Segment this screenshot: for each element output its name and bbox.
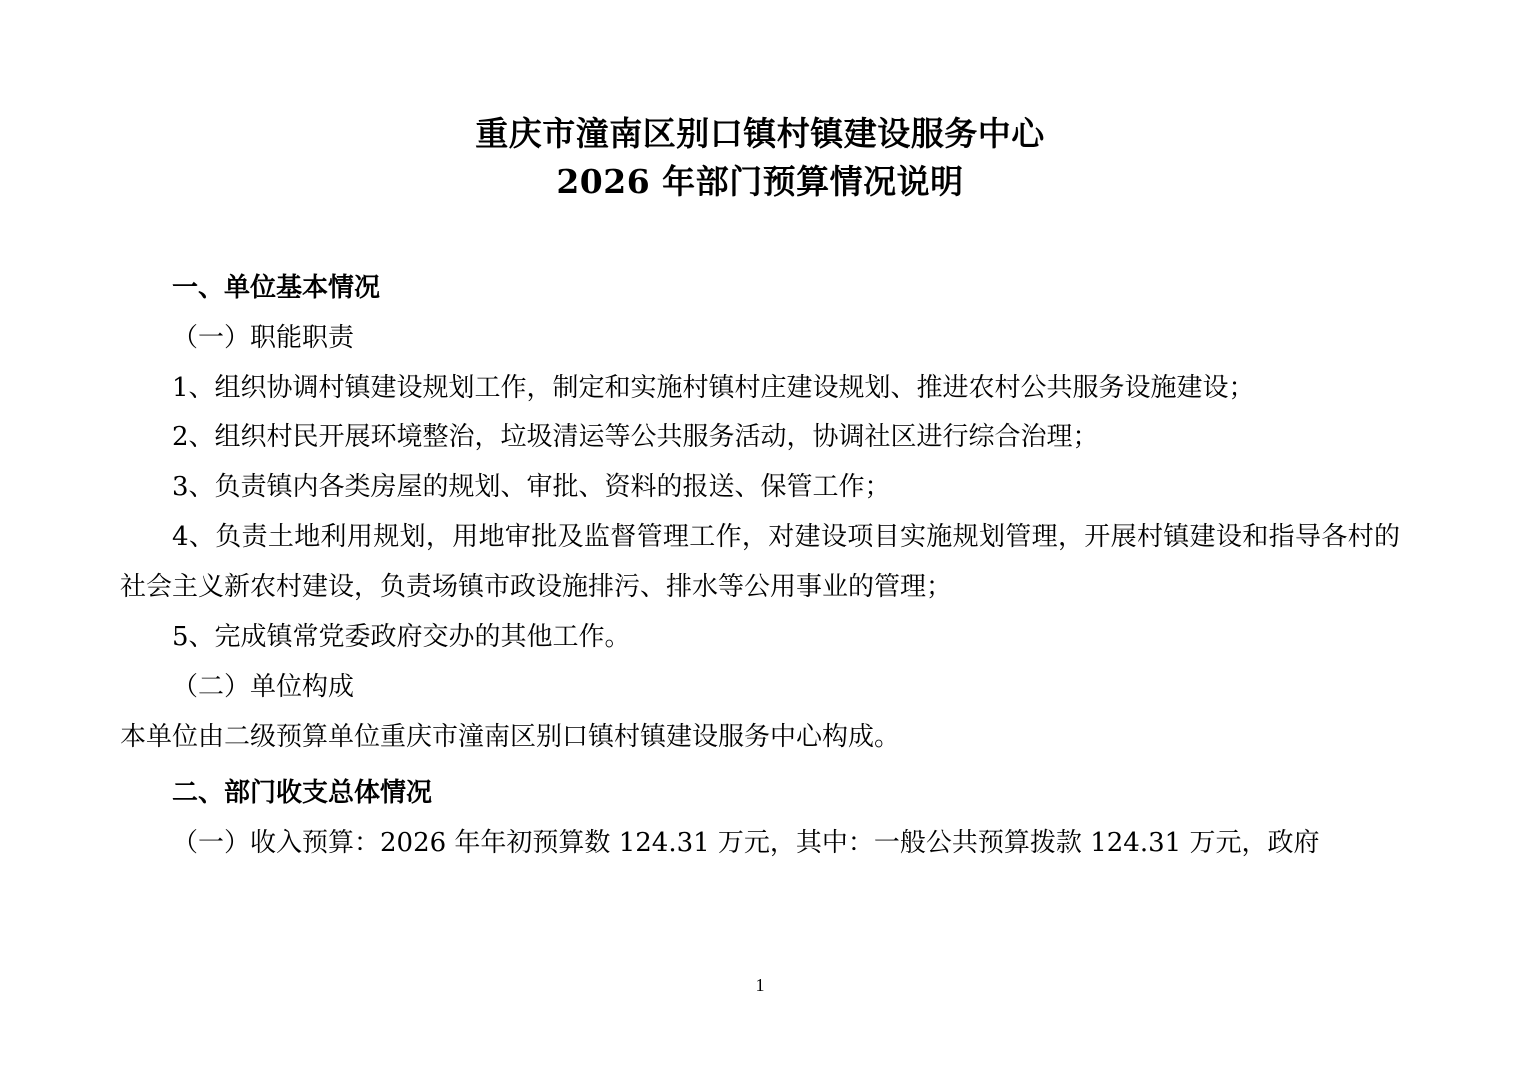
section-heading-2: 二、部门收支总体情况	[172, 777, 433, 808]
income-budget-paragraph: （一）收入预算：2026 年年初预算数 124.31 万元，其中：一般公共预算拨款 124.31 万元，政府	[172, 827, 1320, 858]
page-title	[120, 110, 1400, 206]
list-item: 5、完成镇常党委政府交办的其他工作。	[172, 622, 631, 653]
list-item: 2、组织村民开展环境整治，垃圾清运等公共服务活动，协调社区进行综合治理；	[172, 422, 1099, 453]
title-line-1: 重庆市潼南区别口镇村镇建设服务中心	[475, 114, 1045, 153]
document-body	[120, 264, 1400, 869]
list-item: 1、组织协调村镇建设规划工作，制定和实施村镇村庄建设规划、推进农村公共服务设施建设；	[172, 372, 1255, 403]
sub-heading-职能职责: （一）职能职责	[172, 322, 355, 353]
list-item: 4、负责土地利用规划，用地审批及监督管理工作，对建设项目实施规划管理，开展村镇建设和指导各村的社会主义新农村建设，负责场镇市政设施排污、排水等公用事业的管理；	[120, 522, 1400, 603]
page-number: 1	[755, 975, 765, 995]
sub-heading-单位构成: （二）单位构成	[172, 671, 355, 702]
composition-paragraph: 本单位由二级预算单位重庆市潼南区别口镇村镇建设服务中心构成。	[120, 721, 901, 752]
title-line-2: 2026 年部门预算情况说明	[556, 161, 964, 201]
list-item: 3、负责镇内各类房屋的规划、审批、资料的报送、保管工作；	[172, 472, 891, 503]
section-heading-1: 一、单位基本情况	[172, 272, 381, 303]
